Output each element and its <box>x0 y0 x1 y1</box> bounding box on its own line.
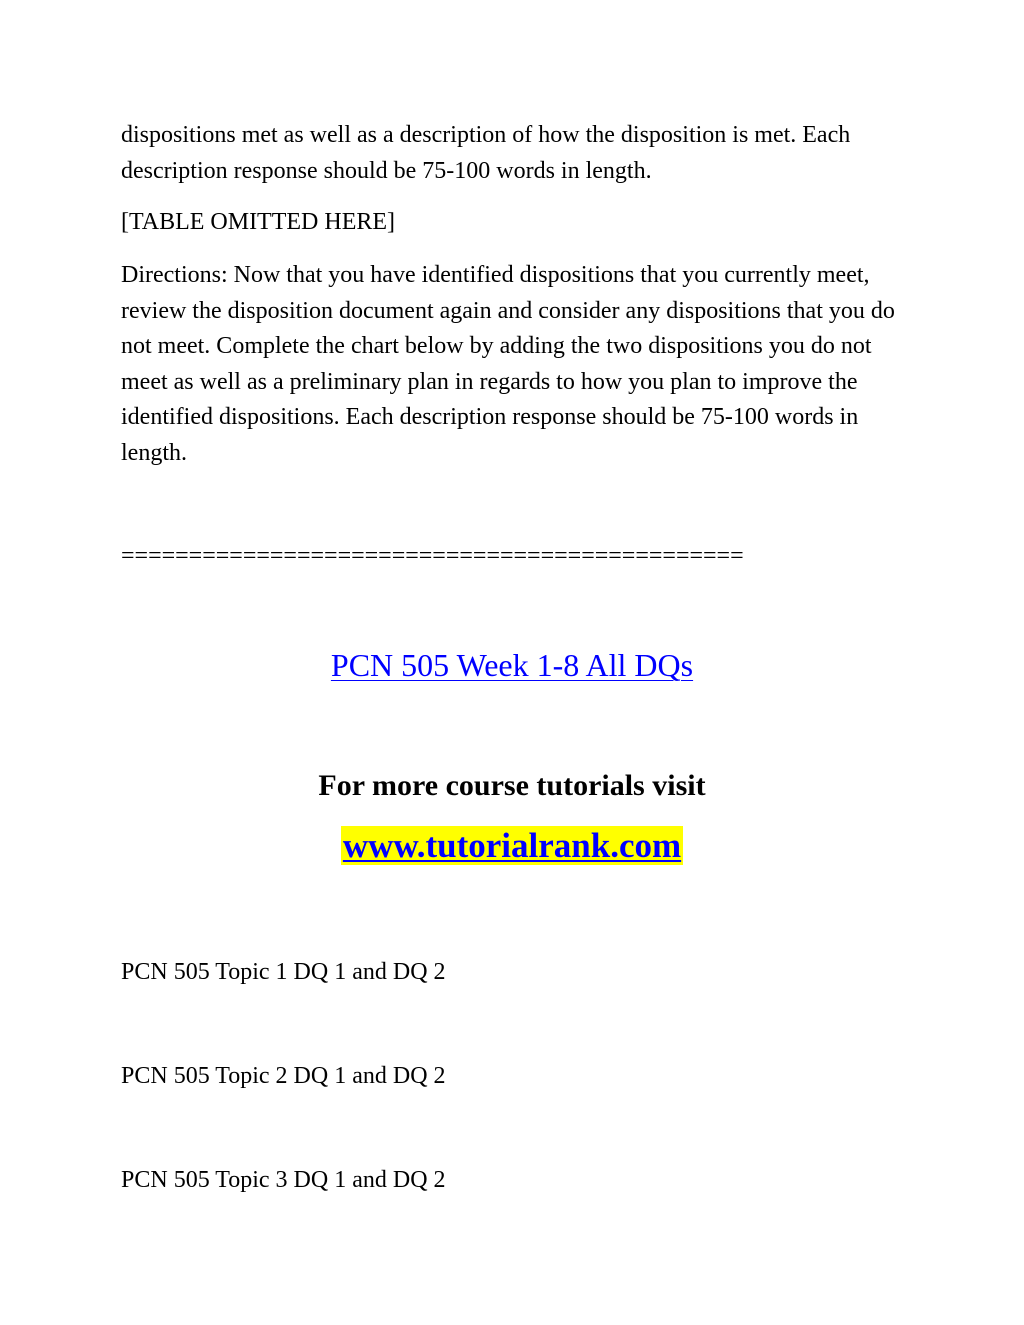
course-link-row <box>0 645 1024 685</box>
site-link-row <box>0 823 1024 869</box>
intro-paragraph: dispositions met as well as a description of how the disposition is met. Each description response should be 75-100 words in length. <box>121 122 851 184</box>
topic-item-2: PCN 505 Topic 2 DQ 1 and DQ 2 <box>121 1063 446 1089</box>
table-omitted-note: [TABLE OMITTED HERE] <box>121 209 396 235</box>
promo-heading: For more course tutorials visit <box>318 769 706 802</box>
topic-item-3: PCN 505 Topic 3 DQ 1 and DQ 2 <box>121 1167 446 1193</box>
course-link[interactable]: PCN 505 Week 1-8 All DQs <box>330 647 694 683</box>
separator-line: ============================================== <box>121 543 744 569</box>
directions-paragraph: Directions: Now that you have identified dispositions that you currently meet, review the disposition document again and consider any dispositions that you do not meet. Complete the chart below by adding the two dispositions you do not meet as well as a preliminary plan in regards to how you plan to improve the identified dispositions. Each description response should be 75-100 words in length. <box>121 262 895 466</box>
topic-item-1: PCN 505 Topic 1 DQ 1 and DQ 2 <box>121 959 446 985</box>
site-link[interactable]: www.tutorialrank.com <box>342 826 682 865</box>
